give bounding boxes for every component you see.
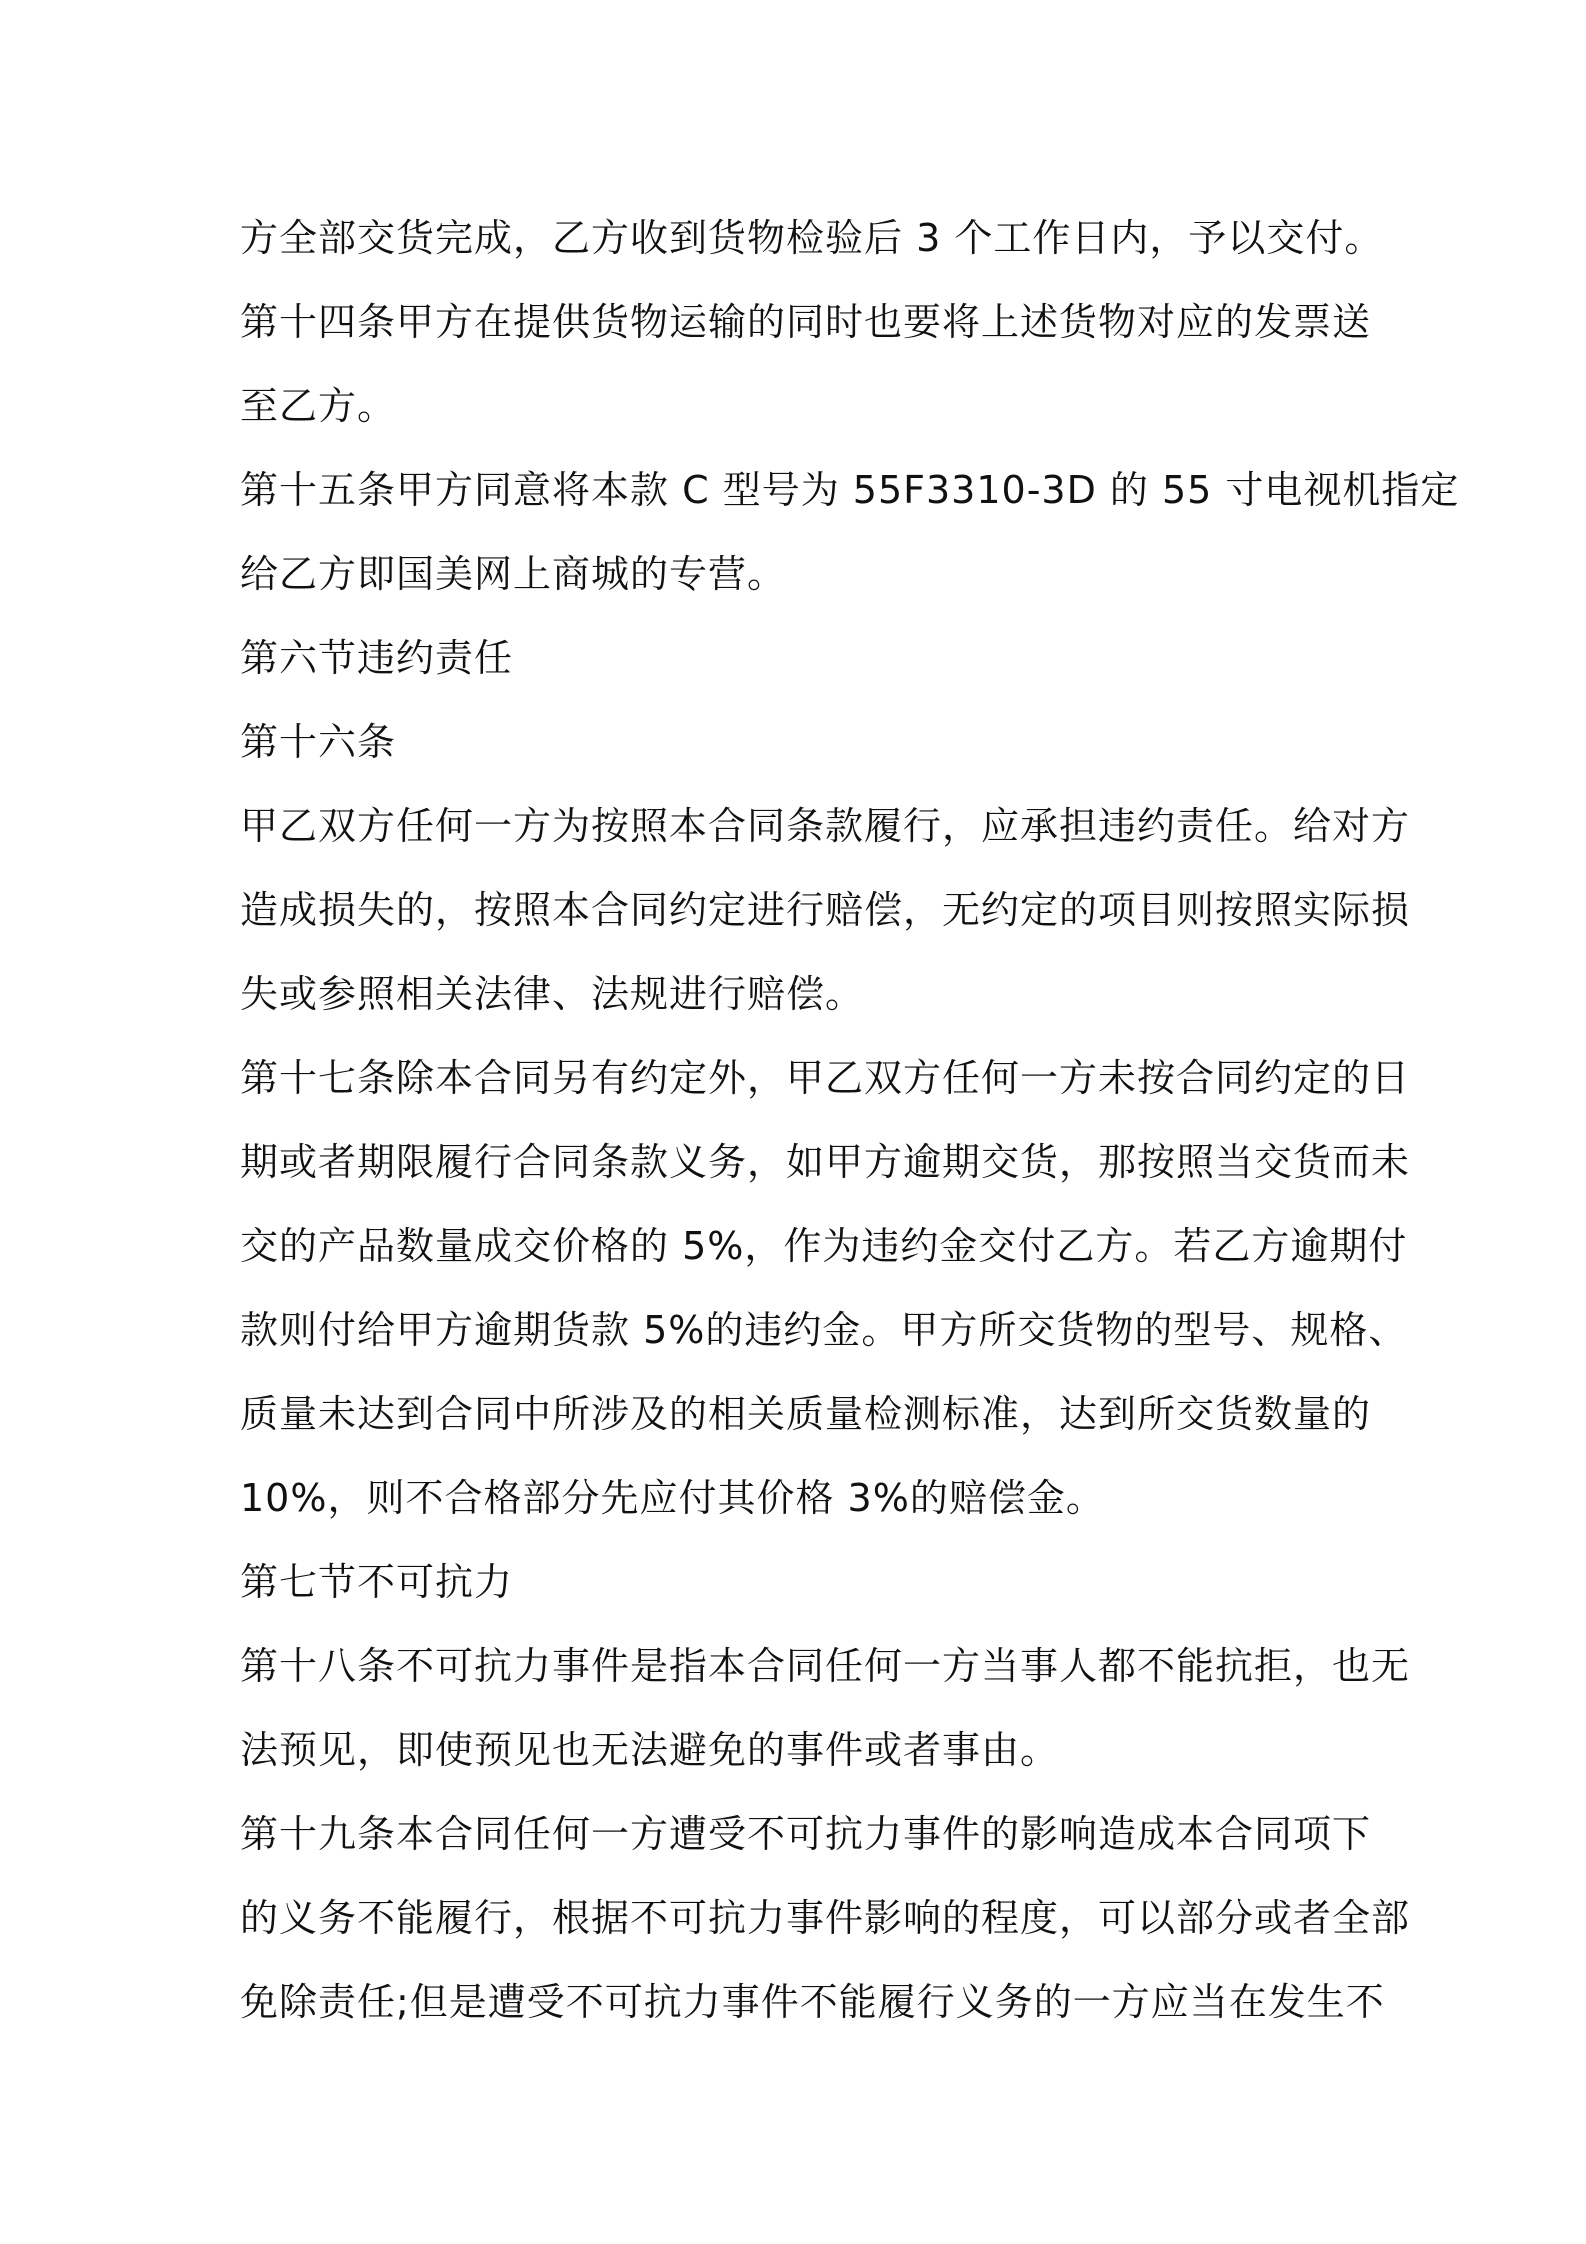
text-line: 失或参照相关法律、法规进行赔偿。: [240, 972, 865, 1016]
text-line: 法预见，即使预见也无法避免的事件或者事由。: [240, 1728, 1060, 1772]
text-line: 方全部交货完成，乙方收到货物检验后 3 个工作日内，予以交付。: [240, 216, 1384, 260]
article-heading: 第十六条: [240, 720, 397, 764]
text-line: 期或者期限履行合同条款义务，如甲方逾期交货，那按照当交货而未: [240, 1140, 1411, 1184]
text-line: 第十八条不可抗力事件是指本合同任何一方当事人都不能抗拒，也无: [240, 1644, 1411, 1688]
text-line: 给乙方即国美网上商城的专营。: [240, 552, 787, 596]
section-heading: 第七节不可抗力: [240, 1560, 514, 1604]
text-line: 的义务不能履行，根据不可抗力事件影响的程度，可以部分或者全部: [240, 1896, 1411, 1940]
text-line: 第十五条甲方同意将本款 C 型号为 55F3310-3D 的 55 寸电视机指定: [240, 468, 1460, 512]
text-line: 甲乙双方任何一方为按照本合同条款履行，应承担违约责任。给对方: [240, 804, 1411, 848]
document-body: [240, 196, 1460, 2044]
text-line: 至乙方。: [240, 384, 397, 428]
text-line: 造成损失的，按照本合同约定进行赔偿，无约定的项目则按照实际损: [240, 888, 1411, 932]
text-line: 免除责任;但是遭受不可抗力事件不能履行义务的一方应当在发生不: [240, 1980, 1385, 2024]
text-line: 第十七条除本合同另有约定外，甲乙双方任何一方未按合同约定的日: [240, 1056, 1411, 1100]
text-line: 10%，则不合格部分先应付其价格 3%的赔偿金。: [240, 1476, 1105, 1520]
text-line: 第十九条本合同任何一方遭受不可抗力事件的影响造成本合同项下: [240, 1812, 1372, 1856]
text-line: 质量未达到合同中所涉及的相关质量检测标准，达到所交货数量的: [240, 1392, 1372, 1436]
text-line: 第十四条甲方在提供货物运输的同时也要将上述货物对应的发票送: [240, 300, 1372, 344]
text-line: 款则付给甲方逾期货款 5%的违约金。甲方所交货物的型号、规格、: [240, 1308, 1408, 1352]
section-heading: 第六节违约责任: [240, 636, 514, 680]
text-line: 交的产品数量成交价格的 5%，作为违约金交付乙方。若乙方逾期付: [240, 1224, 1408, 1268]
